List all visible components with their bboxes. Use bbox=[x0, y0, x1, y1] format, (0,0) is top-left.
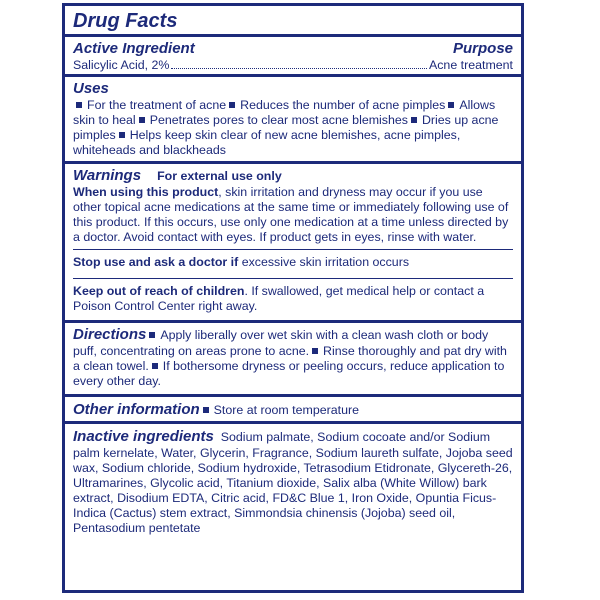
active-ingredient-heading: Active Ingredient bbox=[73, 40, 195, 57]
uses-item: Dries up acne pimples bbox=[73, 113, 499, 142]
when-using-text: , skin irritation and dryness may occur if you use other topical acne medications at the same time or immediately following use of this product. If this occurs, use only one medication at a time unless directed by a doctor. Avoid contact with eyes. If product gets in eyes, rinse with water. bbox=[73, 185, 509, 244]
drug-facts-panel bbox=[62, 3, 524, 593]
directions-heading: Directions bbox=[73, 326, 147, 343]
bullet-icon bbox=[139, 117, 145, 123]
inactive-ingredients-text: Sodium palmate, Sodium cocoate and/or Sodium palm kernelate, Water, Glycerin, Fragrance, Sodium laureth sulfate, Jojoba seed wax, Sodium chloride, Sodium hydroxide, Tetrasodium Etidronate, Glycereth-26, Ultramarines, Glycolic acid, Titanium dioxide, Salix alba (White Willow) bark extract, Disodium EDTA, Citric acid, FD&C Blue 1, Iron Oxide, Opuntia Ficus-Indica (Cactus) stem extract, Simmondsia chinensis (Jojoba) seed oil, Pentasodium pentetate bbox=[73, 430, 513, 535]
other-info-section bbox=[73, 397, 513, 421]
uses-text bbox=[73, 98, 498, 157]
keep-out-text: . If swallowed, get medical help or contact a Poison Control Center right away. bbox=[73, 284, 485, 313]
bullet-icon bbox=[149, 332, 155, 338]
uses-item: Allows skin to heal bbox=[73, 98, 496, 127]
active-ingredient-purpose: Acne treatment bbox=[428, 58, 513, 72]
warnings-section bbox=[73, 164, 513, 320]
directions-item: Rinse thoroughly and pat dry with a clean towel. bbox=[73, 344, 507, 373]
active-ingredient-section bbox=[73, 37, 513, 74]
bullet-icon bbox=[229, 102, 235, 108]
uses-item: Helps keep skin clear of new acne blemishes, acne pimples, whiteheads and blackheads bbox=[73, 128, 461, 157]
uses-item: Penetrates pores to clear most acne blemishes bbox=[149, 113, 408, 127]
other-info-item: Store at room temperature bbox=[213, 403, 359, 417]
leader-dots bbox=[171, 68, 427, 69]
inactive-ingredients-heading: Inactive ingredients bbox=[73, 428, 214, 445]
drug-facts-title: Drug Facts bbox=[73, 10, 178, 32]
active-ingredient-row bbox=[73, 58, 513, 73]
bullet-icon bbox=[203, 407, 209, 413]
stop-use-text: excessive skin irritation occurs bbox=[238, 255, 410, 269]
uses-item: For the treatment of acne bbox=[87, 98, 227, 112]
inactive-ingredients-section bbox=[73, 424, 513, 539]
bullet-icon bbox=[76, 102, 82, 108]
when-using-paragraph bbox=[73, 185, 513, 249]
directions-item: If bothersome dryness or peeling occurs, reduce application to every other day. bbox=[73, 359, 505, 388]
uses-section bbox=[73, 77, 513, 161]
bullet-icon bbox=[312, 348, 318, 354]
bullet-icon bbox=[411, 117, 417, 123]
bullet-icon bbox=[448, 102, 454, 108]
bullet-icon bbox=[119, 132, 125, 138]
when-using-lead: When using this product bbox=[73, 185, 219, 199]
warnings-heading: Warnings bbox=[73, 167, 142, 184]
active-ingredient-name: Salicylic Acid, 2% bbox=[73, 58, 170, 72]
active-header-row bbox=[73, 39, 513, 58]
stop-use-lead: Stop use and ask a doctor if bbox=[73, 255, 239, 269]
stop-use-paragraph bbox=[73, 250, 513, 278]
keep-out-paragraph bbox=[73, 279, 513, 320]
keep-out-lead: Keep out of reach of children bbox=[73, 284, 245, 298]
uses-heading: Uses bbox=[73, 80, 109, 97]
bullet-icon bbox=[152, 363, 158, 369]
warnings-header bbox=[73, 166, 513, 185]
other-info-heading: Other information bbox=[73, 401, 200, 418]
warnings-subheading: For external use only bbox=[157, 169, 282, 183]
directions-item: Apply liberally over wet skin with a clean wash cloth or body puff, concentrating on areas prone to acne. bbox=[73, 328, 489, 358]
uses-item: Reduces the number of acne pimples bbox=[240, 98, 446, 112]
purpose-heading: Purpose bbox=[452, 40, 513, 57]
directions-section bbox=[73, 323, 513, 394]
